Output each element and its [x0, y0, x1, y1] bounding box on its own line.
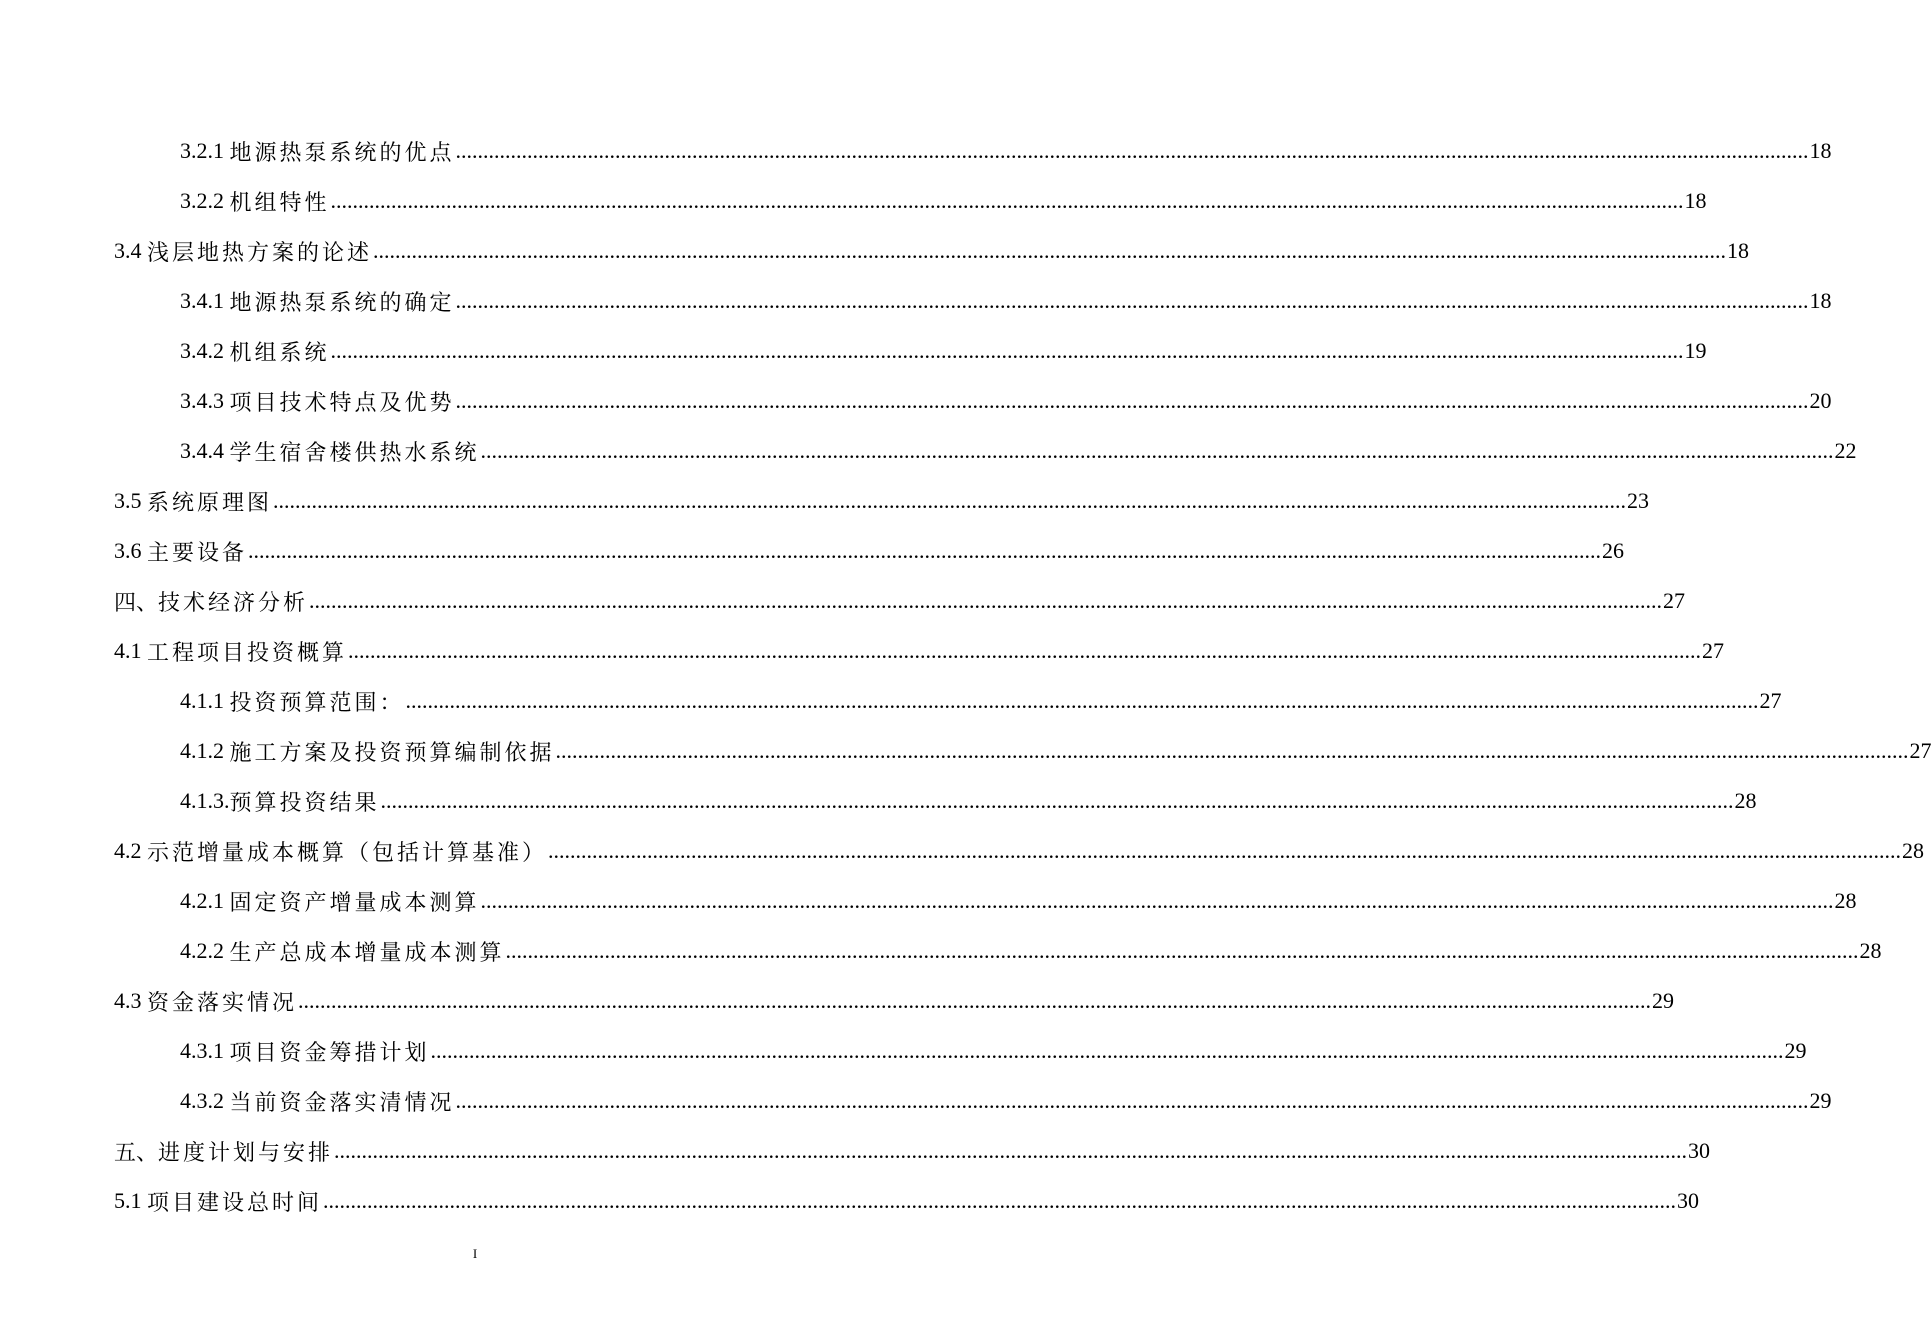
toc-entry[interactable] — [0, 1176, 1700, 1226]
toc-entry-title: 浅层地热方案的论述 — [147, 239, 373, 265]
toc-entry-title: 学生宿舍楼供热水系统 — [229, 439, 480, 465]
toc-dot-leader: ...................................................................................................................................................................................................................................................... — [298, 988, 1652, 1013]
toc-entry-number: 3.5 — [114, 488, 142, 513]
toc-entry-number: 4.1.2 — [180, 738, 224, 763]
toc-entry[interactable] — [0, 776, 1757, 826]
toc-entry-page: 27 — [1909, 738, 1932, 763]
page-footer — [0, 1246, 950, 1262]
toc-dot-leader: ...................................................................................................................................................................................................................................................... — [373, 238, 1727, 263]
toc-entry-title: 示范增量成本概算（包括计算基准） — [147, 839, 548, 865]
toc-entry-page: 28 — [1902, 838, 1925, 863]
toc-entry[interactable] — [0, 726, 1932, 776]
toc-entry-page: 28 — [1859, 938, 1882, 963]
toc-dot-leader: ...................................................................................................................................................................................................................................................... — [555, 738, 1909, 763]
toc-entry-number: 3.2.2 — [180, 188, 224, 213]
toc-entry-number: 4.2 — [114, 838, 142, 863]
toc-entry-title: 地源热泵系统的优点 — [229, 139, 455, 165]
toc-dot-leader: ...................................................................................................................................................................................................................................................... — [248, 538, 1602, 563]
table-of-contents — [0, 126, 1932, 1226]
toc-entry[interactable] — [0, 576, 1686, 626]
toc-dot-leader: ...................................................................................................................................................................................................................................................... — [273, 488, 1627, 513]
toc-entry-number: 4.2.2 — [180, 938, 224, 963]
toc-entry-title: 生产总成本增量成本测算 — [229, 939, 505, 965]
toc-entry-page: 30 — [1688, 1138, 1711, 1163]
toc-entry-title: 机组系统 — [229, 339, 330, 365]
toc-entry-page: 30 — [1677, 1188, 1700, 1213]
toc-entry-title: 施工方案及投资预算编制依据 — [229, 739, 555, 765]
toc-dot-leader: ...................................................................................................................................................................................................................................................... — [455, 288, 1809, 313]
toc-entry[interactable] — [0, 676, 1782, 726]
toc-entry[interactable] — [0, 876, 1857, 926]
toc-entry-page: 27 — [1759, 688, 1782, 713]
toc-entry-page: 18 — [1809, 138, 1832, 163]
toc-entry-title: 主要设备 — [147, 539, 248, 565]
toc-entry-page: 28 — [1734, 788, 1757, 813]
toc-dot-leader: ...................................................................................................................................................................................................................................................... — [405, 688, 1759, 713]
toc-dot-leader: ...................................................................................................................................................................................................................................................... — [330, 188, 1684, 213]
toc-dot-leader: ...................................................................................................................................................................................................................................................... — [380, 788, 1734, 813]
toc-dot-leader: ...................................................................................................................................................................................................................................................... — [548, 838, 1902, 863]
toc-entry-page: 28 — [1834, 888, 1857, 913]
toc-entry[interactable] — [0, 626, 1725, 676]
toc-entry[interactable] — [0, 476, 1650, 526]
toc-entry[interactable] — [0, 226, 1750, 276]
toc-entry-title: 技术经济分析 — [158, 589, 309, 615]
toc-entry-title: 资金落实情况 — [147, 989, 298, 1015]
toc-entry-page: 26 — [1602, 538, 1625, 563]
toc-entry-number: 3.4 — [114, 238, 142, 263]
toc-entry-number: 4.1.3. — [180, 788, 230, 813]
toc-entry-page: 23 — [1627, 488, 1650, 513]
toc-dot-leader: ...................................................................................................................................................................................................................................................... — [348, 638, 1702, 663]
toc-dot-leader: ...................................................................................................................................................................................................................................................... — [430, 1038, 1784, 1063]
toc-entry[interactable] — [0, 1026, 1807, 1076]
toc-dot-leader: ...................................................................................................................................................................................................................................................... — [455, 388, 1809, 413]
toc-entry-page: 18 — [1809, 288, 1832, 313]
toc-entry-page: 20 — [1809, 388, 1832, 413]
toc-dot-leader: ...................................................................................................................................................................................................................................................... — [334, 1138, 1688, 1163]
toc-entry[interactable] — [0, 376, 1832, 426]
toc-entry-number: 4.3.2 — [180, 1088, 224, 1113]
toc-entry-title: 工程项目投资概算 — [147, 639, 348, 665]
page-number: I — [472, 1246, 478, 1261]
toc-entry[interactable] — [0, 426, 1857, 476]
toc-entry-page: 22 — [1834, 438, 1857, 463]
toc-entry-number: 五、 — [114, 1139, 159, 1165]
toc-entry-page: 27 — [1663, 588, 1686, 613]
toc-entry-title: 当前资金落实清情况 — [229, 1089, 455, 1115]
toc-entry-number: 3.2.1 — [180, 138, 224, 163]
toc-entry-number: 4.1.1 — [180, 688, 224, 713]
toc-entry-number: 3.4.1 — [180, 288, 224, 313]
toc-entry-number: 5.1 — [114, 1188, 142, 1213]
toc-entry[interactable] — [0, 176, 1707, 226]
toc-entry-title: 系统原理图 — [147, 489, 273, 515]
toc-entry[interactable] — [0, 1076, 1832, 1126]
toc-entry-number: 4.1 — [114, 638, 142, 663]
toc-entry-title: 机组特性 — [229, 189, 330, 215]
toc-entry-title: 投资预算范围： — [229, 689, 405, 715]
toc-entry-title: 项目技术特点及优势 — [229, 389, 455, 415]
toc-entry-title: 地源热泵系统的确定 — [229, 289, 455, 315]
toc-entry[interactable] — [0, 976, 1675, 1026]
toc-entry-page: 19 — [1684, 338, 1707, 363]
toc-entry-page: 29 — [1652, 988, 1675, 1013]
toc-entry-page: 27 — [1702, 638, 1725, 663]
toc-dot-leader: ...................................................................................................................................................................................................................................................... — [455, 1088, 1809, 1113]
toc-entry-page: 29 — [1784, 1038, 1807, 1063]
toc-entry-page: 18 — [1684, 188, 1707, 213]
toc-entry-number: 4.3 — [114, 988, 142, 1013]
toc-entry-number: 3.4.2 — [180, 338, 224, 363]
toc-entry[interactable] — [0, 326, 1707, 376]
toc-entry-title: 预算投资结果 — [229, 789, 380, 815]
toc-dot-leader: ...................................................................................................................................................................................................................................................... — [455, 138, 1809, 163]
toc-entry-title: 项目建设总时间 — [147, 1189, 323, 1215]
toc-dot-leader: ...................................................................................................................................................................................................................................................... — [480, 888, 1834, 913]
toc-entry-number: 四、 — [114, 589, 159, 615]
toc-dot-leader: ...................................................................................................................................................................................................................................................... — [330, 338, 1684, 363]
toc-entry-page: 18 — [1727, 238, 1750, 263]
toc-entry[interactable] — [0, 926, 1882, 976]
toc-entry[interactable] — [0, 826, 1925, 876]
toc-entry-number: 4.2.1 — [180, 888, 224, 913]
toc-entry[interactable] — [0, 526, 1625, 576]
toc-entry-title: 项目资金筹措计划 — [229, 1039, 430, 1065]
toc-entry[interactable] — [0, 1126, 1711, 1176]
toc-dot-leader: ...................................................................................................................................................................................................................................................... — [480, 438, 1834, 463]
toc-entry-number: 3.4.3 — [180, 388, 224, 413]
toc-entry-number: 4.3.1 — [180, 1038, 224, 1063]
toc-dot-leader: ...................................................................................................................................................................................................................................................... — [505, 938, 1859, 963]
toc-entry-number: 3.4.4 — [180, 438, 224, 463]
toc-entry-page: 29 — [1809, 1088, 1832, 1113]
toc-entry[interactable] — [0, 276, 1832, 326]
toc-dot-leader: ...................................................................................................................................................................................................................................................... — [323, 1188, 1677, 1213]
toc-entry[interactable] — [0, 126, 1832, 176]
toc-entry-title: 进度计划与安排 — [158, 1139, 334, 1165]
toc-entry-title: 固定资产增量成本测算 — [229, 889, 480, 915]
toc-dot-leader: ...................................................................................................................................................................................................................................................... — [309, 588, 1663, 613]
toc-entry-number: 3.6 — [114, 538, 142, 563]
